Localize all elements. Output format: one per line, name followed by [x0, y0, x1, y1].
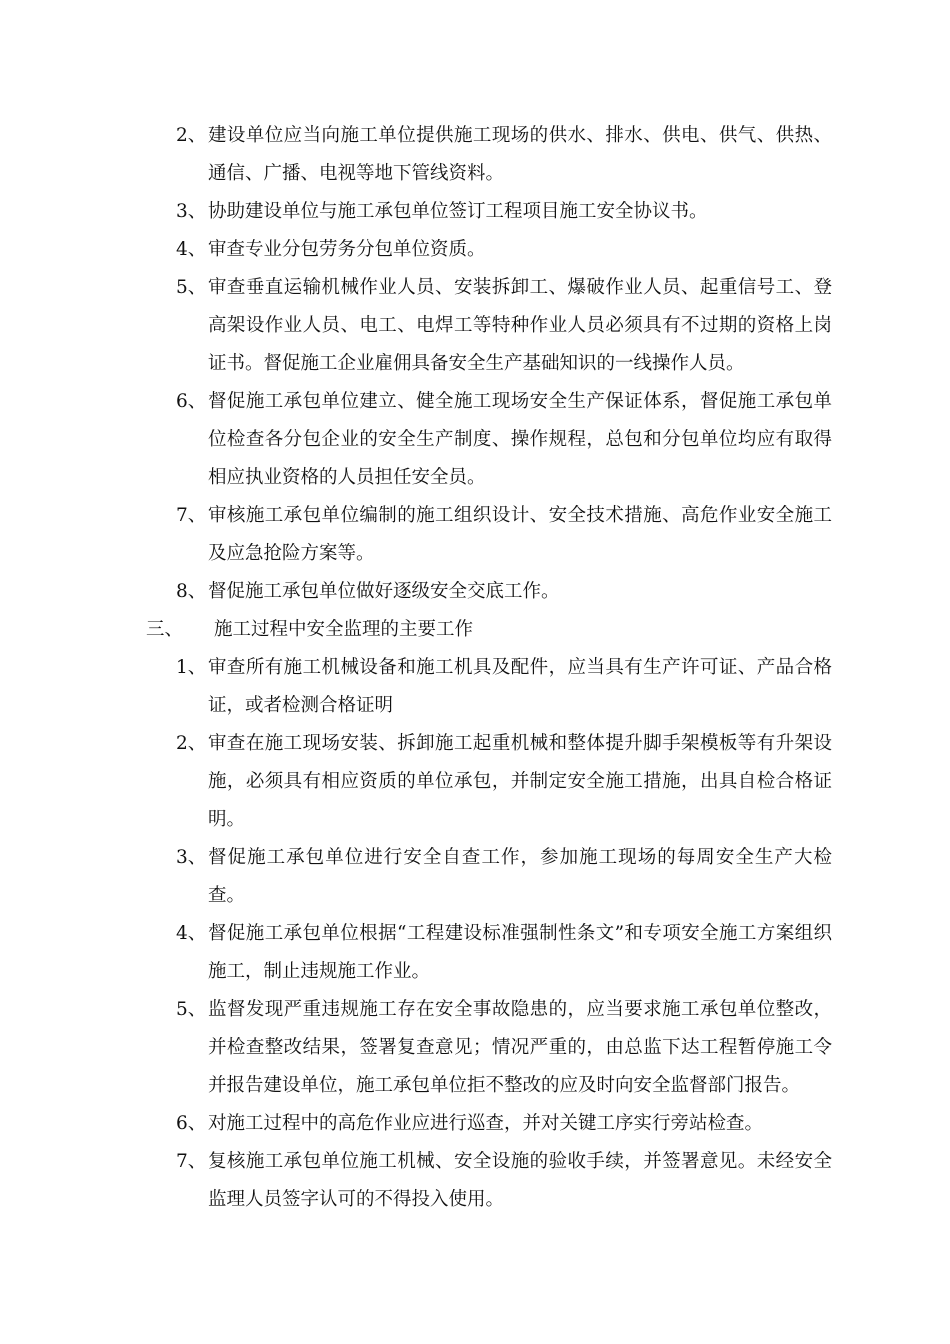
document-body [0, 117, 950, 1219]
list-item-text: 督促施工承包单位建立、健全施工现场安全生产保证体系，督促施工承包单位检查各分包企业的安全生产制度、操作规程，总包和分包单位均应有取得相应执业资格的人员担任安全员。 [208, 391, 832, 488]
list-item-number: 5、 [176, 999, 207, 1020]
list-item-text: 审查在施工现场安装、拆卸施工起重机械和整体提升脚手架模板等有升架设施，必须具有相应资质的单位承包，并制定安全施工措施，出具自检合格证明。 [208, 733, 832, 830]
list-item [0, 991, 950, 1105]
section-heading [0, 611, 950, 649]
list-item-text: 督促施工承包单位做好逐级安全交底工作。 [208, 581, 560, 602]
list-item-text: 复核施工承包单位施工机械、安全设施的验收手续，并签署意见。未经安全监理人员签字认可的不得投入使用。 [208, 1151, 832, 1210]
list-item-number: 7、 [176, 505, 207, 526]
list-item-text: 监督发现严重违规施工存在安全事故隐患的，应当要求施工承包单位整改，并检查整改结果，签署复查意见；情况严重的，由总监下达工程暂停施工令并报告建设单位，施工承包单位拒不整改的应及时向安全监督部门报告。 [208, 999, 832, 1096]
section-number: 三、 [146, 619, 184, 640]
list-item-text: 协助建设单位与施工承包单位签订工程项目施工安全协议书。 [208, 201, 708, 222]
list-item [0, 725, 950, 839]
list-item-number: 2、 [176, 125, 207, 146]
section-title: 施工过程中安全监理的主要工作 [214, 619, 474, 640]
list-item [0, 497, 950, 573]
list-item [0, 915, 950, 991]
list-item-number: 3、 [176, 847, 207, 868]
list-item [0, 1105, 950, 1143]
list-item [0, 1143, 950, 1219]
list-item-number: 5、 [176, 277, 207, 298]
list-item [0, 383, 950, 497]
list-item-text: 审查所有施工机械设备和施工机具及配件，应当具有生产许可证、产品合格证，或者检测合格证明 [208, 657, 832, 716]
list-item [0, 193, 950, 231]
list-item-number: 4、 [176, 923, 207, 944]
list-item [0, 573, 950, 611]
list-item-number: 3、 [176, 201, 207, 222]
list-item-text: 审核施工承包单位编制的施工组织设计、安全技术措施、高危作业安全施工及应急抢险方案等。 [208, 505, 832, 564]
list-item-number: 1、 [176, 657, 207, 678]
list-item-number: 6、 [176, 1113, 207, 1134]
list-item-text: 建设单位应当向施工单位提供施工现场的供水、排水、供电、供气、供热、通信、广播、电视等地下管线资料。 [208, 125, 832, 184]
list-item-number: 2、 [176, 733, 207, 754]
list-item-number: 8、 [176, 581, 207, 602]
list-item-text: 审查垂直运输机械作业人员、安装拆卸工、爆破作业人员、起重信号工、登高架设作业人员、电工、电焊工等特种作业人员必须具有不过期的资格上岗证书。督促施工企业雇佣具备安全生产基础知识的一线操作人员。 [208, 277, 832, 374]
list-item [0, 231, 950, 269]
list-item-text: 审查专业分包劳务分包单位资质。 [208, 239, 486, 260]
list-item-text: 督促施工承包单位进行安全自查工作，参加施工现场的每周安全生产大检查。 [208, 847, 832, 906]
list-item [0, 117, 950, 193]
list-item [0, 839, 950, 915]
list-item-number: 6、 [176, 391, 207, 412]
list-item-number: 7、 [176, 1151, 207, 1172]
list-item-number: 4、 [176, 239, 207, 260]
list-item-text: 对施工过程中的高危作业应进行巡查，并对关键工序实行旁站检查。 [208, 1113, 764, 1134]
list-item [0, 269, 950, 383]
list-item-text: 督促施工承包单位根据“工程建设标准强制性条文”和专项安全施工方案组织施工，制止违规施工作业。 [208, 923, 832, 982]
list-item [0, 649, 950, 725]
